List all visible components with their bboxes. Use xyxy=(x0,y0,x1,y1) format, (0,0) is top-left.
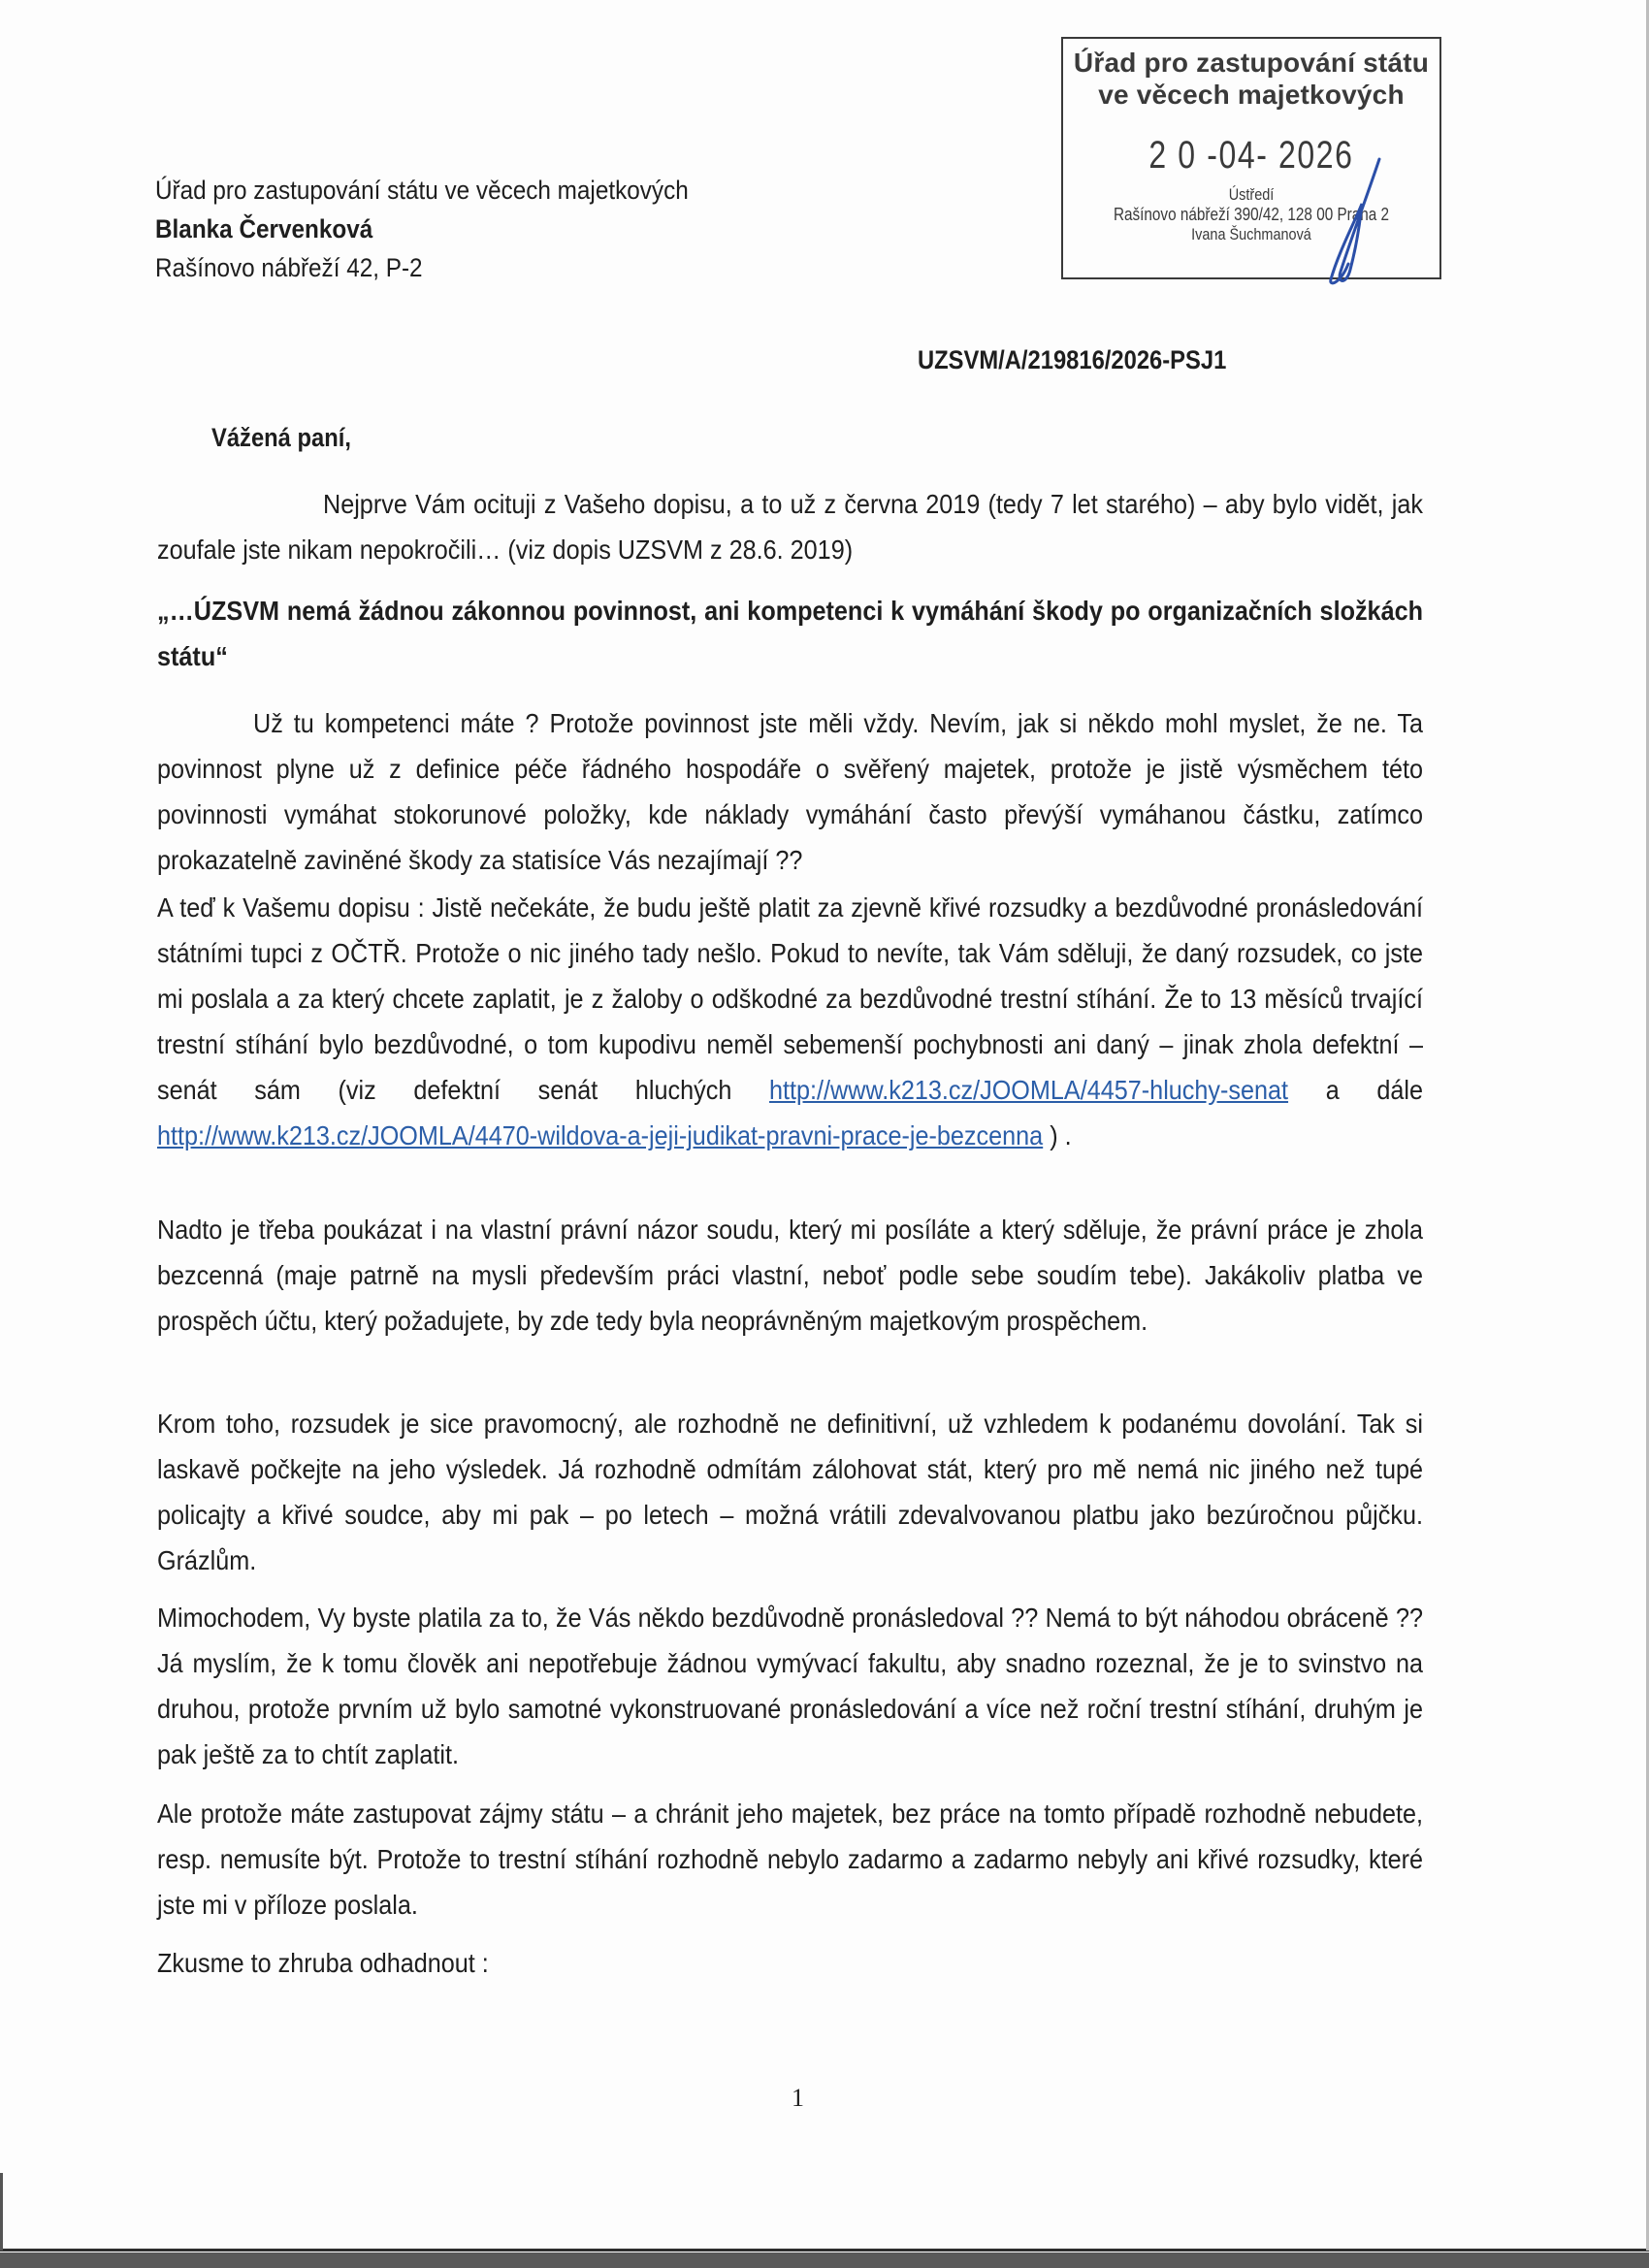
quoted-passage-text: „…ÚZSVM nemá žádnou zákonnou povinnost, ani kompetenci k vymáhání škody po organizačních složkách státu“ xyxy=(157,596,1423,671)
paragraph-8-text: Zkusme to zhruba odhadnout : xyxy=(157,1948,489,1978)
paragraph-7 xyxy=(157,1791,1423,1928)
paragraph-3 xyxy=(157,885,1423,1158)
paragraph-2-text: Už tu kompetenci máte ? Protože povinnost jste měli vždy. Nevím, jak si někdo mohl myslet, že ne. Ta povinnost plyne už z definice péče řádného hospodáře o svěřený majetek, protože je jistě výsměchem této povinnosti vymáhat stokorunové položky, kde náklady vymáhání často převýší vymáhanou částku, zatímco prokazatelně zaviněné škody za statisíce Vás nezajímají ?? xyxy=(157,708,1423,875)
paragraph-3-body: A teď k Vašemu dopisu : Jistě nečekáte, že budu ještě platit za zjevně křivé rozsudky a bezdůvodné pronásledování státními tupci z OČTŘ. Protože o nic jiného tady nešlo. Pokud to nevíte, tak Vám sděluji, že daný rozsudek, co jste mi poslala a za který chcete zaplatit, je z žaloby o odškodné za bezdůvodné trestní stíhání. Že to 13 měsíců trvající trestní stíhání bylo bezdůvodné, o tom kupodivu neměl sebemenší pochybnosti ani daný – jinak zhola defektní – senát sám (viz defektní senát hluchých xyxy=(157,892,1423,1105)
sender-address: Rašínovo nábřeží 42, P-2 xyxy=(155,253,423,282)
salutation: Vážená paní, xyxy=(211,423,351,452)
sender-block xyxy=(155,171,689,287)
paragraph-3-text xyxy=(157,885,1423,1158)
paragraph-5-text: Krom toho, rozsudek je sice pravomocný, ale rozhodně ne definitivní, už vzhledem k podanému dovolání. Tak si laskavě počkejte na jeho výsledek. Já rozhodně odmítám zálohovat stát, který pro mě nemá nic jiného než tupé policajty a křivé soudce, aby mi pak – po letech – možná vrátili zdevalvovanou platbu jako bezúročnou půjčku. Grázlům. xyxy=(157,1409,1423,1575)
paragraph-3-end: ) . xyxy=(1043,1120,1072,1150)
stamp-department: Ústředí xyxy=(1228,185,1275,204)
reference-number: UZSVM/A/219816/2026-PSJ1 xyxy=(918,345,1227,374)
paragraph-1-text: Nejprve Vám ocituji z Vašeho dopisu, a to už z června 2019 (tedy 7 let starého) – aby bylo vidět, jak zoufale jste nikam nepokročili… (viz dopis UZSVM z 28.6. 2019) xyxy=(157,489,1423,565)
stamp-organization-line2: ve věcech majetkových xyxy=(1098,80,1405,110)
paragraph-4 xyxy=(157,1207,1423,1344)
paragraph-2 xyxy=(157,700,1423,883)
scanner-edge-line xyxy=(0,2249,1649,2252)
scanner-left-edge xyxy=(0,2173,3,2251)
page-number: 1 xyxy=(792,2084,804,2112)
link-wildova-judikat[interactable]: http://www.k213.cz/JOOMLA/4470-wildova-a-jeji-judikat-pravni-prace-je-bezcenna xyxy=(157,1120,1044,1150)
paragraph-8 xyxy=(157,1940,1423,1986)
scanner-edge-band xyxy=(0,2252,1649,2268)
paragraph-1 xyxy=(157,481,1423,572)
paragraph-3-connector: a dále xyxy=(1288,1075,1423,1105)
paragraph-4-text: Nadto je třeba poukázat i na vlastní právní názor soudu, který mi posíláte a který sděluje, že právní práce je zhola bezcenná (maje patrně na mysli především práci vlastní, neboť podle sebe soudím tebe). Jakákoliv platba ve prospěch účtu, který požadujete, by zde tedy byla neoprávněným majetkovým prospěchem. xyxy=(157,1215,1423,1336)
stamp-person: Ivana Šuchmanová xyxy=(1191,225,1311,243)
paragraph-5 xyxy=(157,1401,1423,1583)
paragraph-7-text: Ale protože máte zastupovat zájmy státu – a chránit jeho majetek, bez práce na tomto případě rozhodně nebudete, resp. nemusíte být. Protože to trestní stíhání rozhodně nebylo zadarmo a zadarmo nebyly ani křivé rozsudky, které jste mi v příloze poslala. xyxy=(157,1798,1423,1920)
paragraph-6-text: Mimochodem, Vy byste platila za to, že Vás někdo bezdůvodně pronásledoval ?? Nemá to být náhodou obráceně ?? Já myslím, že k tomu člověk ani nepotřebuje žádnou vymývací fakultu, aby snadno rozeznal, že je to svinstvo na druhou, protože prvním už bylo samotné vykonstruované pronásledování a více než roční trestní stíhání, druhým je pak ještě za to chtít zaplatit. xyxy=(157,1603,1423,1769)
stamp-address: Rašínovo nábřeží 390/42, 128 00 Praha 2 xyxy=(1113,205,1390,224)
stamp-date: 2 0 -04- 2026 xyxy=(1148,134,1354,177)
paragraph-6 xyxy=(157,1595,1423,1777)
sender-organization: Úřad pro zastupování státu ve věcech majetkových xyxy=(155,176,689,205)
link-hluchy-senat[interactable]: http://www.k213.cz/JOOMLA/4457-hluchy-senat xyxy=(769,1075,1289,1105)
stamp-organization-line1: Úřad pro zastupování státu xyxy=(1073,48,1430,78)
sender-name: Blanka Červenková xyxy=(155,214,373,243)
handwritten-signature-icon xyxy=(1319,155,1397,291)
quoted-passage xyxy=(157,588,1423,679)
